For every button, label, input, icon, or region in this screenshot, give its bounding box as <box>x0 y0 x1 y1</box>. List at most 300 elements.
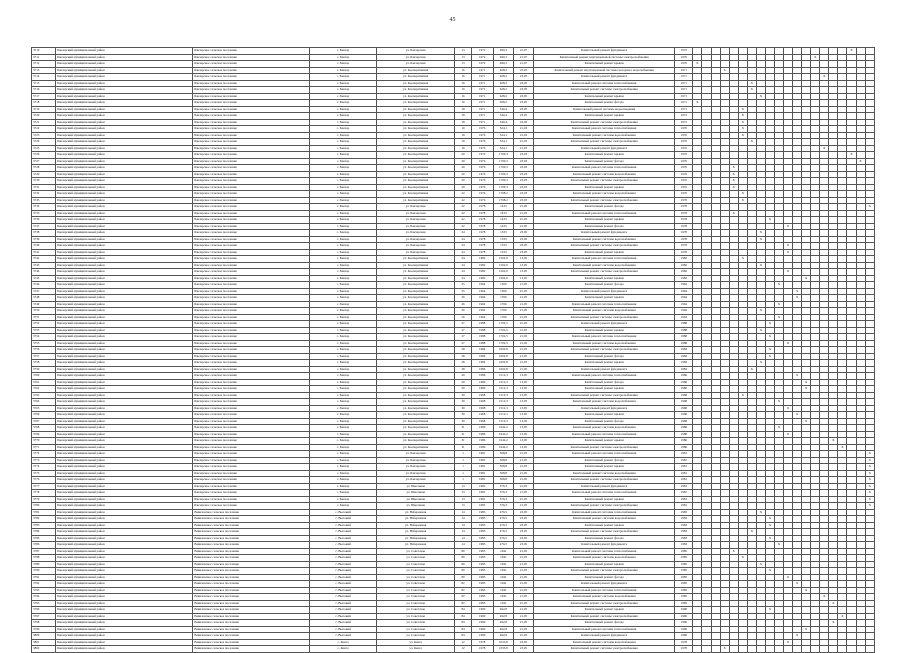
area-cell: 508,8 <box>493 470 513 477</box>
year-cell: 1983 <box>471 535 493 542</box>
district-cell: Бакчарский муниципальный район <box>56 561 193 568</box>
year-cell: 1985 <box>471 574 493 581</box>
house-cell: 82 <box>455 600 471 607</box>
locality-cell: с. Бакчар <box>310 451 377 458</box>
work-type-cell: Капитальный ремонт системы водоснабжения <box>534 639 675 646</box>
work-type-cell: Капитальный ремонт крыши <box>534 607 675 614</box>
cost-cell: 21,05 <box>513 594 533 601</box>
settlement-cell: Бакчарское сельское поселение <box>193 262 310 269</box>
locality-cell: с. Высокий <box>310 529 377 536</box>
cost-cell: 21,05 <box>513 581 533 588</box>
district-cell: Бакчарский муниципальный район <box>56 392 193 399</box>
cost-cell: 23,05 <box>513 529 533 536</box>
cost-cell: 23,05 <box>513 113 533 120</box>
row-number: 3744 <box>32 269 56 276</box>
repair-year-cell: 1985 <box>675 587 693 594</box>
row-number: 3757 <box>32 353 56 360</box>
row-number: 3783 <box>32 522 56 529</box>
work-type-cell: Капитальный ремонт системы водоснабжения <box>534 191 675 198</box>
house-cell: 13 <box>455 483 471 490</box>
year-cell: 1971 <box>471 80 493 87</box>
year-cell: 1983 <box>471 522 493 529</box>
settlement-cell: Вавиловское сельское поселение <box>193 548 310 555</box>
district-cell: Бакчарский муниципальный район <box>56 366 193 373</box>
locality-cell: с. Бакчар <box>310 301 377 308</box>
mark-cell <box>702 646 711 653</box>
district-cell: Бакчарский муниципальный район <box>56 555 193 562</box>
repair-year-cell: 1976 <box>675 139 693 146</box>
work-type-cell: Капитальный ремонт фундамента <box>534 581 675 588</box>
work-type-cell: Капитальный ремонт системы электроснабжения <box>534 243 675 250</box>
settlement-cell: Бакчарское сельское поселение <box>193 308 310 315</box>
repair-year-cell: 1988 <box>675 340 693 347</box>
street-cell: ул. Кооперативная <box>376 191 455 198</box>
repair-year-cell: 1985 <box>675 600 693 607</box>
mark-cell: X <box>865 503 874 510</box>
settlement-cell: Вавиловское сельское поселение <box>193 574 310 581</box>
area-cell: 540,4 <box>493 119 513 126</box>
district-cell: Бакчарский муниципальный район <box>56 340 193 347</box>
cost-cell: 21,05 <box>513 503 533 510</box>
district-cell: Бакчарский муниципальный район <box>56 431 193 438</box>
year-cell: 1971 <box>471 119 493 126</box>
row-number: 3746 <box>32 282 56 289</box>
mark-cell <box>802 646 811 653</box>
settlement-cell: Бакчарское сельское поселение <box>193 327 310 334</box>
year-cell: 1984 <box>471 347 493 354</box>
house-cell: 14 <box>455 509 471 516</box>
row-number: 3789 <box>32 561 56 568</box>
work-type-cell: Капитальный ремонт системы электроснабжения <box>534 503 675 510</box>
cost-cell: 23,05 <box>513 67 533 74</box>
house-cell: 1 <box>455 477 471 484</box>
cost-cell: 21,05 <box>513 548 533 555</box>
settlement-cell: Бакчарское сельское поселение <box>193 243 310 250</box>
row-number: 3761 <box>32 379 56 386</box>
mark-cell: X <box>865 477 874 484</box>
locality-cell: с. Высокий <box>310 594 377 601</box>
district-cell: Бакчарский муниципальный район <box>56 418 193 425</box>
locality-cell: с. Бакчар <box>310 321 377 328</box>
mark-cell: X <box>738 191 747 198</box>
locality-cell: с. Бакчар <box>310 100 377 107</box>
area-cell: 490,3 <box>493 61 513 68</box>
cost-cell: 23,05 <box>513 509 533 516</box>
district-cell: Бакчарский муниципальный район <box>56 269 193 276</box>
settlement-cell: Бакчарское сельское поселение <box>193 418 310 425</box>
work-type-cell: Капитальный ремонт фундамента <box>534 288 675 295</box>
street-cell: ул. Кооперативная <box>376 340 455 347</box>
district-cell: Бакчарский муниципальный район <box>56 464 193 471</box>
work-type-cell: Капитальный ремонт системы теплоснабжения <box>534 165 675 172</box>
street-cell: ул. Кооперативная <box>376 184 455 191</box>
area-cell: 1700,3 <box>493 178 513 185</box>
row-number: 3713 <box>32 67 56 74</box>
settlement-cell: Бакчарское сельское поселение <box>193 106 310 113</box>
repair-year-cell: 1981 <box>675 496 693 503</box>
locality-cell: с. Высокий <box>310 509 377 516</box>
settlement-cell: Бакчарское сельское поселение <box>193 470 310 477</box>
year-cell: 1976 <box>471 178 493 185</box>
repair-year-cell: 1985 <box>675 548 693 555</box>
repair-year-cell: 1978 <box>675 204 693 211</box>
locality-cell: с. Бакчар <box>310 288 377 295</box>
mark-cell: X <box>802 418 811 425</box>
cost-cell: 21,05 <box>513 451 533 458</box>
locality-cell: с. Бакчар <box>310 262 377 269</box>
area-cell: 1033,8 <box>493 646 513 653</box>
district-cell: Бакчарский муниципальный район <box>56 444 193 451</box>
work-type-cell: Капитальный ремонт системы электроснабжения <box>534 646 675 653</box>
mark-cell <box>820 646 829 653</box>
locality-cell: с. Бакчар <box>310 366 377 373</box>
mark-cell <box>865 646 874 653</box>
house-cell: 20 <box>455 171 471 178</box>
year-cell: 1990 <box>471 607 493 614</box>
street-cell: ул. Кооперативная <box>376 74 455 81</box>
street-cell: ул. Кооперативная <box>376 171 455 178</box>
settlement-cell: Бакчарское сельское поселение <box>193 80 310 87</box>
area-cell: 524,1 <box>493 132 513 139</box>
area-cell: 492,8 <box>493 633 513 640</box>
settlement-cell: Вавиловское сельское поселение <box>193 613 310 620</box>
street-cell: ул. Бакчарская <box>376 204 455 211</box>
mark-cell: X <box>838 613 847 620</box>
house-cell: 18 <box>455 106 471 113</box>
locality-cell: с. Высокий <box>310 516 377 523</box>
house-cell: 80 <box>455 568 471 575</box>
cost-cell: 21,05 <box>513 607 533 614</box>
street-cell: ул. Кооперативная <box>376 197 455 204</box>
mark-cell <box>729 646 738 653</box>
area-cell: 628,2 <box>493 80 513 87</box>
row-number: 3796 <box>32 607 56 614</box>
repair-year-cell: 1978 <box>675 639 693 646</box>
repair-year-cell: 1988 <box>675 334 693 341</box>
row-number: 3711 <box>32 54 56 61</box>
work-type-cell: Капитальный ремонт системы электроснабжения <box>534 139 675 146</box>
repair-year-cell: 1982 <box>675 262 693 269</box>
work-type-cell: Капитальный ремонт крыши <box>534 360 675 367</box>
cost-cell: 21,05 <box>513 613 533 620</box>
area-cell: 1041 <box>493 594 513 601</box>
area-cell: 1041 <box>493 581 513 588</box>
house-cell: 18 <box>455 119 471 126</box>
area-cell: 476,5 <box>493 522 513 529</box>
settlement-cell: Вавиловское сельское поселение <box>193 561 310 568</box>
cost-cell: 23,03 <box>513 152 533 159</box>
row-number: 3786 <box>32 542 56 549</box>
house-cell: 19 <box>455 139 471 146</box>
work-type-cell: Капитальный ремонт фасада <box>534 620 675 627</box>
locality-cell: с. Бакчар <box>310 347 377 354</box>
locality-cell: с. Бакчар <box>310 67 377 74</box>
work-type-cell: Капитальный ремонт системы электроснабжения <box>534 178 675 185</box>
locality-cell: с. Бакчар <box>310 360 377 367</box>
settlement-cell: Бакчарское сельское поселение <box>193 399 310 406</box>
cost-cell: 13,05 <box>513 269 533 276</box>
street-cell: ул. Кооперативная <box>376 262 455 269</box>
area-cell: 1041 <box>493 555 513 562</box>
locality-cell: с. Бакчар <box>310 61 377 68</box>
mark-cell: X <box>829 600 838 607</box>
house-cell: 80 <box>455 561 471 568</box>
house-cell: 26 <box>455 301 471 308</box>
house-cell: 14 <box>455 522 471 529</box>
row-number: 3780 <box>32 503 56 510</box>
mark-cell: X <box>784 431 793 438</box>
street-cell: ул. Кооперативная <box>376 425 455 432</box>
house-cell: 24 <box>455 236 471 243</box>
street-cell: ул. Бакчарская <box>376 61 455 68</box>
row-number: 3755 <box>32 340 56 347</box>
street-cell: ул. Кооперативная <box>376 295 455 302</box>
work-type-cell: Капитальный ремонт фундамента <box>534 542 675 549</box>
street-cell: ул. Кооперативная <box>376 158 455 165</box>
work-type-cell: Капитальный ремонт системы теплоснабжения <box>534 587 675 594</box>
locality-cell: с. Высокий <box>310 548 377 555</box>
year-cell: 1986 <box>471 438 493 445</box>
mark-cell: X <box>774 399 783 406</box>
row-number: 3725 <box>32 145 56 152</box>
cost-cell: 21,05 <box>513 217 533 224</box>
cost-cell: 23,03 <box>513 158 533 165</box>
district-cell: Бакчарский муниципальный район <box>56 145 193 152</box>
settlement-cell: Бакчарское сельское поселение <box>193 152 310 159</box>
settlement-cell: Бакчарское сельское поселение <box>193 249 310 256</box>
mark-cell <box>738 646 747 653</box>
house-cell: 20 <box>455 178 471 185</box>
area-cell: 376,3 <box>493 503 513 510</box>
house-cell: 28 <box>455 347 471 354</box>
mark-cell: X <box>820 74 829 81</box>
repair-year-cell: 1986 <box>675 425 693 432</box>
street-cell: ул. Кооперативная <box>376 113 455 120</box>
settlement-cell: Бакчарское сельское поселение <box>193 353 310 360</box>
locality-cell: с. Бакчар <box>310 165 377 172</box>
repair-year-cell: 1971 <box>675 67 693 74</box>
locality-cell: с. Бакчар <box>310 353 377 360</box>
mark-cell: X <box>729 178 738 185</box>
area-cell: 1766 <box>493 295 513 302</box>
work-type-cell: Капитальный ремонт системы водоснабжения <box>534 399 675 406</box>
house-cell: 20 <box>455 165 471 172</box>
district-cell: Бакчарский муниципальный район <box>56 620 193 627</box>
settlement-cell: Бакчарское сельское поселение <box>193 184 310 191</box>
locality-cell: с. Бакчар <box>310 119 377 126</box>
mark-cell: X <box>784 269 793 276</box>
work-type-cell: Капитальный ремонт системы водоотведения <box>534 106 675 113</box>
district-cell: Бакчарский муниципальный район <box>56 522 193 529</box>
settlement-cell: Бакчарское сельское поселение <box>193 74 310 81</box>
street-cell: ул. Бакчарская <box>376 54 455 61</box>
settlement-cell: Бакчарское сельское поселение <box>193 197 310 204</box>
repair-year-cell: 1978 <box>675 236 693 243</box>
row-number: 3785 <box>32 535 56 542</box>
mark-cell: X <box>693 61 702 68</box>
year-cell: 1981 <box>471 457 493 464</box>
street-cell: ул. Школьная <box>376 490 455 497</box>
repair-year-cell: 1985 <box>675 568 693 575</box>
house-cell: 18 <box>455 113 471 120</box>
area-cell: 1512,3 <box>493 373 513 380</box>
house-cell: 24 <box>455 269 471 276</box>
repair-year-cell: 1990 <box>675 607 693 614</box>
area-cell: 1560 <box>493 282 513 289</box>
year-cell: 1971 <box>471 100 493 107</box>
street-cell: ул. Советская <box>376 633 455 640</box>
year-cell: 1985 <box>471 581 493 588</box>
house-cell: 16 <box>455 67 471 74</box>
repair-year-cell: 1964 <box>675 314 693 321</box>
area-cell: 1512,3 <box>493 392 513 399</box>
settlement-cell: Бакчарское сельское поселение <box>193 340 310 347</box>
house-cell: 27 <box>455 321 471 328</box>
district-cell: Бакчарский муниципальный район <box>56 633 193 640</box>
cost-cell: 21,07 <box>513 61 533 68</box>
settlement-cell: Вавиловское сельское поселение <box>193 535 310 542</box>
mark-cell <box>847 646 856 653</box>
locality-cell: с. Бакчар <box>310 152 377 159</box>
year-cell: 1976 <box>471 126 493 133</box>
locality-cell: с. Бакчар <box>310 282 377 289</box>
area-cell: 1041 <box>493 587 513 594</box>
house-cell: 13 <box>455 61 471 68</box>
street-cell: ул. Кооперативная <box>376 275 455 282</box>
area-cell: 1041 <box>493 568 513 575</box>
area-cell: 1700,3 <box>493 152 513 159</box>
repair-year-cell: 1983 <box>675 542 693 549</box>
street-cell: ул. Советская <box>376 574 455 581</box>
row-number: 3766 <box>32 412 56 419</box>
settlement-cell: Вавиловское сельское поселение <box>193 594 310 601</box>
work-type-cell: Капитальный ремонт фасада <box>534 282 675 289</box>
work-type-cell: Капитальный ремонт системы теплоснабжения <box>534 80 675 87</box>
year-cell: 1976 <box>471 132 493 139</box>
area-cell: 1333 <box>493 249 513 256</box>
year-cell: 1990 <box>471 633 493 640</box>
work-type-cell: Капитальный ремонт системы водоснабжения <box>534 132 675 139</box>
repair-year-cell: 1990 <box>675 633 693 640</box>
locality-cell: с. Бакчар <box>310 106 377 113</box>
house-cell: 24 <box>455 230 471 237</box>
district-cell: Бакчарский муниципальный район <box>56 334 193 341</box>
locality-cell: с. Высокий <box>310 613 377 620</box>
street-cell: ул. Кенга <box>376 646 455 653</box>
repair-year-cell: 1976 <box>675 197 693 204</box>
year-cell: 1985 <box>471 555 493 562</box>
cost-cell: 21,05 <box>513 496 533 503</box>
locality-cell: с. Высокий <box>310 620 377 627</box>
district-cell: Бакчарский муниципальный район <box>56 87 193 94</box>
year-cell: 1985 <box>471 548 493 555</box>
mark-cell: X <box>729 184 738 191</box>
repair-year-cell: 1986 <box>675 438 693 445</box>
street-cell: ул. Кооперативная <box>376 399 455 406</box>
settlement-cell: Бакчарское сельское поселение <box>193 490 310 497</box>
district-cell: Бакчарский муниципальный район <box>56 249 193 256</box>
cost-cell: 21,05 <box>513 574 533 581</box>
mark-cell: X <box>747 529 756 536</box>
cost-cell: 13,05 <box>513 418 533 425</box>
mark-cell: X <box>820 145 829 152</box>
repair-year-cell: 1972 <box>675 113 693 120</box>
repair-year-cell: 1984 <box>675 347 693 354</box>
year-cell: 1981 <box>471 490 493 497</box>
row-number: 3747 <box>32 288 56 295</box>
mark-cell: X <box>802 626 811 633</box>
district-cell: Бакчарский муниципальный район <box>56 80 193 87</box>
cost-cell: 23,05 <box>513 87 533 94</box>
house-cell: 13 <box>455 490 471 497</box>
mark-cell: X <box>720 67 729 74</box>
repair-year-cell: 1978 <box>675 210 693 217</box>
repair-year-cell: 1982 <box>675 256 693 263</box>
locality-cell: с. Бакчар <box>310 139 377 146</box>
settlement-cell: Бакчарское сельское поселение <box>193 295 310 302</box>
locality-cell: с. Бакчар <box>310 483 377 490</box>
street-cell: ул. Кооперативная <box>376 373 455 380</box>
district-cell: Бакчарский муниципальный район <box>56 106 193 113</box>
repair-year-cell: 1964 <box>675 282 693 289</box>
repair-year-cell: 1971 <box>675 93 693 100</box>
cost-cell: 23,03 <box>513 178 533 185</box>
repair-year-cell: 1983 <box>675 529 693 536</box>
settlement-cell: Бакчарское сельское поселение <box>193 503 310 510</box>
work-type-cell: Капитальный ремонт системы электроснабжения <box>534 392 675 399</box>
district-cell: Бакчарский муниципальный район <box>56 639 193 646</box>
settlement-cell: Бакчарское сельское поселение <box>193 256 310 263</box>
repair-year-cell: 1986 <box>675 379 693 386</box>
row-number: 3736 <box>32 217 56 224</box>
row-number: 3723 <box>32 132 56 139</box>
street-cell: ул. Набережная <box>376 516 455 523</box>
work-type-cell: Капитальный ремонт системы водоснабжения <box>534 425 675 432</box>
area-cell: 1512,3 <box>493 412 513 419</box>
settlement-cell: Бакчарское сельское поселение <box>193 204 310 211</box>
year-cell: 1976 <box>471 152 493 159</box>
row-number: 3778 <box>32 490 56 497</box>
locality-cell: с. Бакчар <box>310 80 377 87</box>
mark-cell: X <box>756 93 765 100</box>
house-cell: 84 <box>455 626 471 633</box>
mark-cell: X <box>738 392 747 399</box>
repair-year-cell: 1985 <box>675 574 693 581</box>
area-cell: 1041 <box>493 600 513 607</box>
house-cell: 1 <box>455 457 471 464</box>
street-cell: ул. Советская <box>376 561 455 568</box>
settlement-cell: Бакчарское сельское поселение <box>193 477 310 484</box>
cost-cell: 23,05 <box>513 100 533 107</box>
locality-cell: с. Бакчар <box>310 295 377 302</box>
street-cell: ул. Набережная <box>376 509 455 516</box>
repair-year-cell: 1978 <box>675 223 693 230</box>
work-type-cell: Капитальный ремонт системы теплоснабжения <box>534 301 675 308</box>
settlement-cell: Бакчарское сельское поселение <box>193 386 310 393</box>
mark-cell: X <box>793 288 802 295</box>
settlement-cell: Вавиловское сельское поселение <box>193 568 310 575</box>
year-cell: 1971 <box>471 87 493 94</box>
locality-cell: с. Высокий <box>310 522 377 529</box>
repair-year-cell: 1983 <box>675 516 693 523</box>
year-cell: 1983 <box>471 529 493 536</box>
row-number: 3793 <box>32 587 56 594</box>
cost-cell: 23,05 <box>513 646 533 653</box>
mark-cell: X <box>865 204 874 211</box>
settlement-cell: Бакчарское сельское поселение <box>193 269 310 276</box>
work-type-cell: Капитальный ремонт системы водоснабжения <box>534 555 675 562</box>
area-cell: 1041 <box>493 548 513 555</box>
